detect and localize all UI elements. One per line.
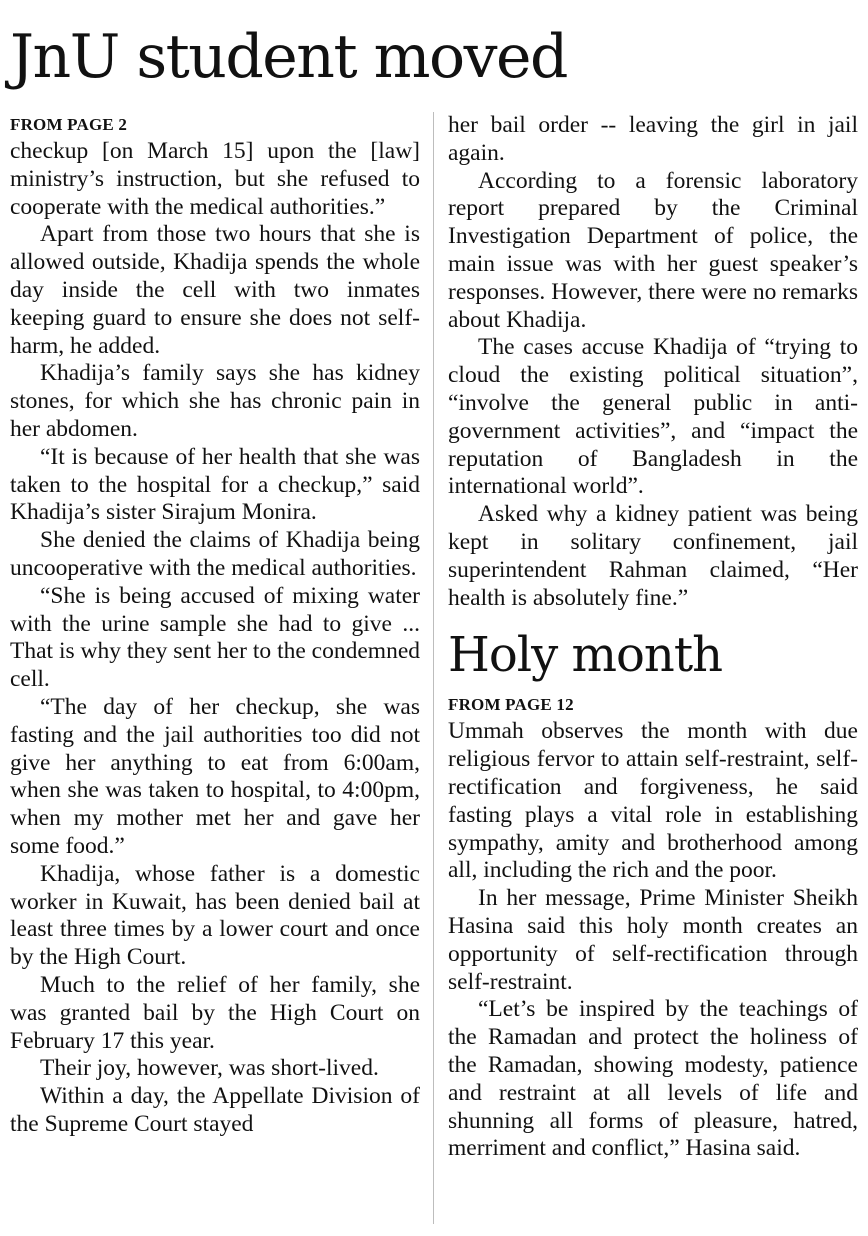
article-paragraph: Khadija, whose father is a domestic worker in Kuwait, has been denied bail at least three times by a lower court and once by the High Court. — [10, 860, 420, 971]
article-paragraph: She denied the claims of Khadija being uncooperative with the medical authorities. — [10, 527, 420, 581]
article-paragraph: Ummah observes the month with due religious fervor to attain self-restraint, self-rectification and forgiveness, he said fasting plays a vital role in establishing sympathy, amity and brotherhood among all, including the rich and the poor. — [448, 718, 858, 884]
article-paragraph: Asked why a kidney patient was being kept in solitary confinement, jail superintendent Rahman claimed, “Her health is absolutely fine.” — [448, 501, 858, 611]
headline-holy-month: Holy month — [448, 627, 723, 684]
article-paragraph: checkup [on March 15] upon the [law] ministry’s instruction, but she refused to cooperate with the medical authorities.” — [10, 138, 420, 220]
kicker-from-page-12: FROM PAGE 12 — [448, 695, 574, 715]
kicker-from-page-2: FROM PAGE 2 — [10, 115, 128, 134]
right-column — [448, 112, 858, 1163]
article-paragraph: The cases accuse Khadija of “trying to cloud the existing political situation”, “involve the general public in anti-government activities”, and “impact the reputation of Bangladesh in the international world”. — [448, 334, 858, 500]
article-paragraph: Their joy, however, was short-lived. — [40, 1055, 379, 1082]
headline-jnu-student-moved: JnU student moved — [10, 22, 567, 92]
article-paragraph: According to a forensic laboratory report prepared by the Criminal Investigation Department of police, the main issue was with her guest speaker’s responses. However, there were no remarks about Khadija. — [448, 167, 858, 333]
article-paragraph: Khadija’s family says she has kidney stones, for which she has chronic pain in her abdomen. — [10, 360, 420, 442]
article-paragraph: Apart from those two hours that she is allowed outside, Khadija spends the whole day inside the cell with two inmates keeping guard to ensure she does not self-harm, he added. — [10, 221, 420, 359]
article-paragraph: “It is because of her health that she was taken to the hospital for a checkup,” said Khadija’s sister Sirajum Monira. — [10, 443, 420, 526]
column-divider — [433, 112, 434, 1224]
article-paragraph: In her message, Prime Minister Sheikh Hasina said this holy month creates an opportunity of self-rectification through self-restraint. — [448, 885, 858, 995]
left-column — [10, 112, 420, 1139]
article-paragraph: Within a day, the Appellate Division of the Supreme Court stayed — [10, 1083, 420, 1137]
article-paragraph: Much to the relief of her family, she was granted bail by the High Court on February 17 this year. — [10, 971, 420, 1054]
article-paragraph: “She is being accused of mixing water with the urine sample she had to give ... That is why they sent her to the condemned cell. — [10, 582, 420, 693]
article-continuation: her bail order -- leaving the girl in jail again. — [448, 112, 858, 166]
article-paragraph: “The day of her checkup, she was fasting and the jail authorities too did not give her anything to eat from 6:00am, when she was taken to hospital, to 4:00pm, when my mother met her and gave her some food.” — [10, 693, 420, 859]
article-paragraph: “Let’s be inspired by the teachings of the Ramadan and protect the holiness of the Ramadan, showing modesty, patience and restraint at all levels of life and shunning all forms of pleasure, hatred, merriment and conflict,” Hasina said. — [448, 996, 858, 1162]
